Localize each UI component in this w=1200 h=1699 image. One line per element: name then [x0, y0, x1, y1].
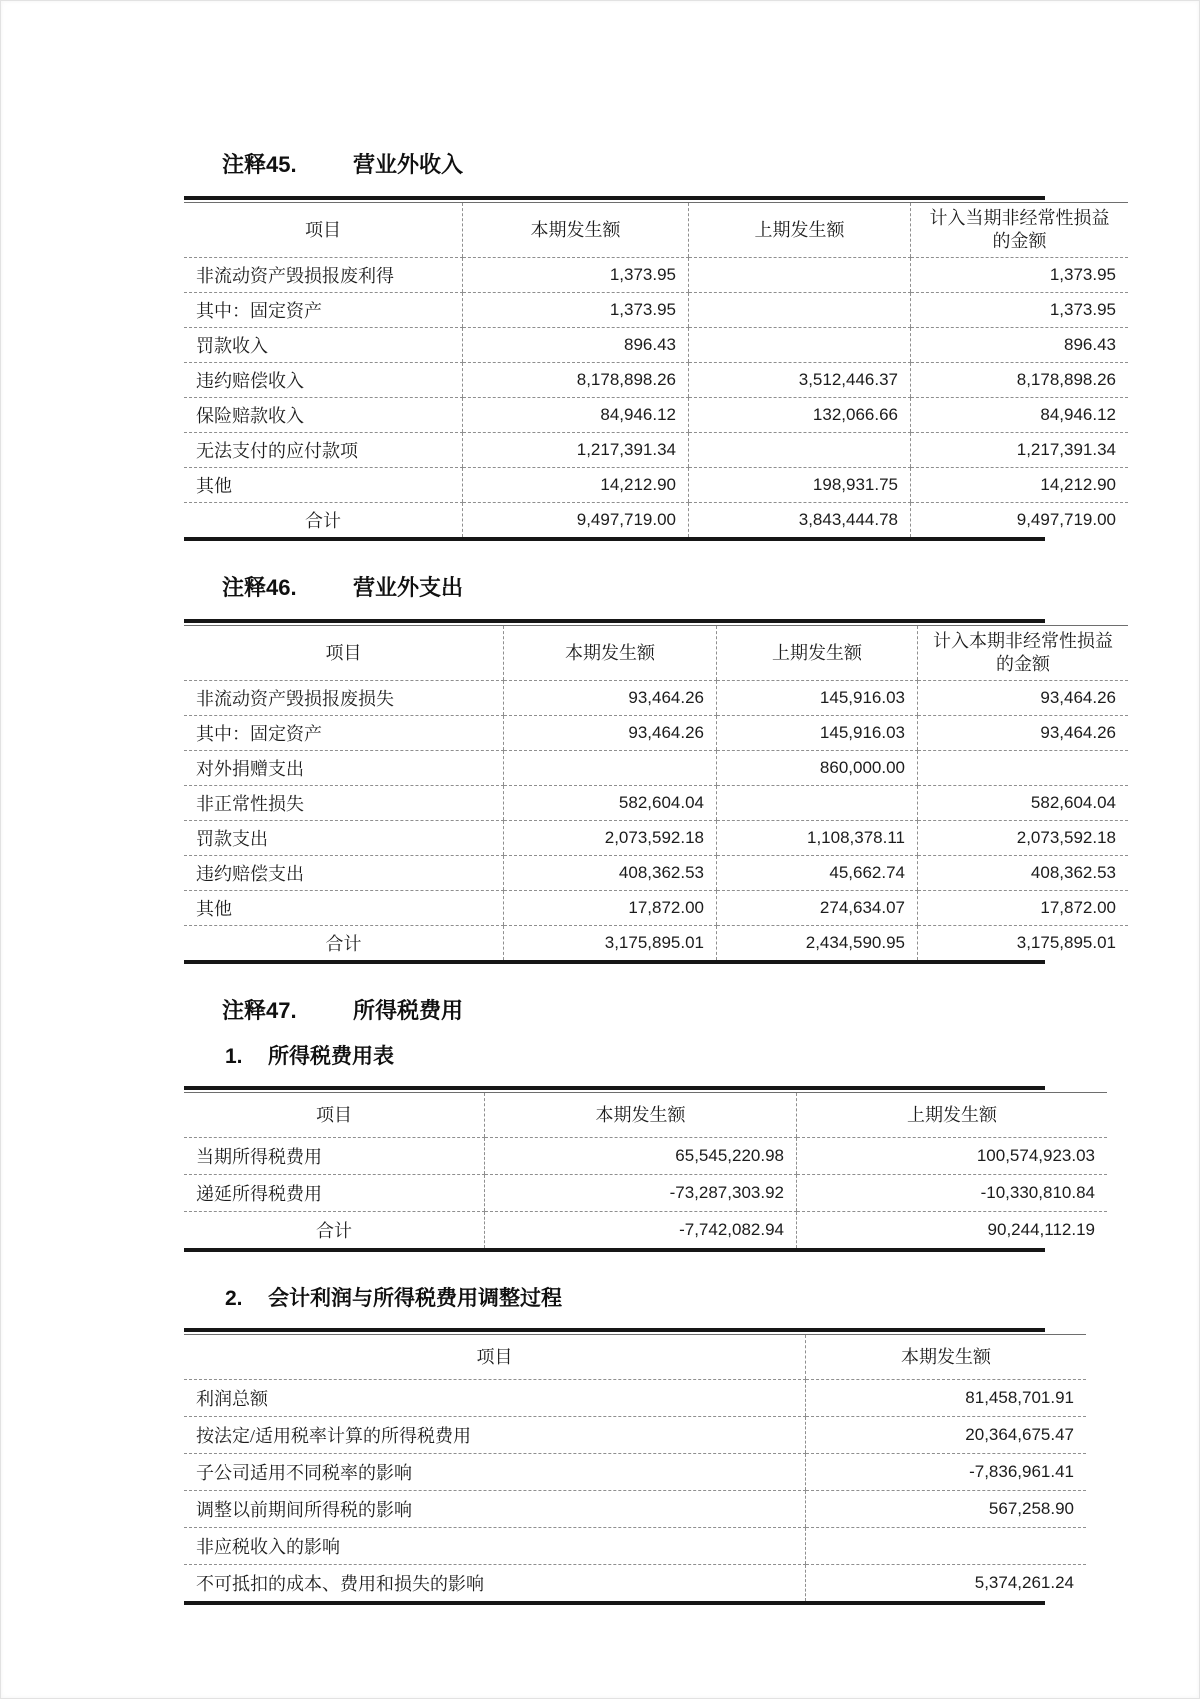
header-row [184, 626, 1128, 681]
cell-value: 2,073,592.18 [504, 821, 717, 856]
row-label: 合计 [305, 511, 341, 531]
table-row [184, 821, 1128, 856]
row-label: 其中：固定资产 [184, 716, 504, 751]
note47-section [184, 996, 1095, 1605]
cell-value: 1,108,378.11 [717, 821, 918, 856]
total-row [184, 926, 1128, 961]
row-label: 合计 [316, 1221, 352, 1241]
column-header: 项目 [184, 1093, 485, 1138]
row-label: 不可抵扣的成本、费用和损失的影响 [196, 1574, 484, 1594]
cell-value: 1,217,391.34 [463, 433, 689, 468]
cell-value: 84,946.12 [463, 398, 689, 433]
cell-value [689, 293, 911, 328]
cell-value [504, 751, 717, 786]
table-row [184, 328, 1128, 363]
cell-value: 2,073,592.18 [918, 821, 1129, 856]
note47-heading-label: 注释47. [222, 998, 297, 1023]
row-label: 非流动资产毁损报废利得 [184, 258, 463, 293]
cell-value: 65,545,220.98 [485, 1138, 797, 1175]
cell-value: 9,497,719.00 [911, 503, 1129, 538]
row-label: 罚款收入 [184, 328, 463, 363]
cell-value: 93,464.26 [918, 681, 1129, 716]
cell-value [918, 751, 1129, 786]
tax-expense-subheading [225, 1042, 1045, 1072]
tax-expense-subheading-number: 1. [225, 1045, 243, 1068]
cell-value: 17,872.00 [918, 891, 1129, 926]
row-label: 子公司适用不同税率的影响 [184, 1454, 806, 1491]
row-label: 非正常性损失 [184, 786, 504, 821]
note45-heading-label: 注释45. [222, 152, 297, 177]
table-row [184, 751, 1128, 786]
cell-value [689, 433, 911, 468]
cell-value: 3,843,444.78 [689, 503, 911, 538]
row-label: 非流动资产毁损报废损失 [184, 681, 504, 716]
header-row [184, 1335, 1086, 1380]
cell-value: 408,362.53 [918, 856, 1129, 891]
row-label: 其中：固定资产 [184, 293, 463, 328]
cell-value: 8,178,898.26 [463, 363, 689, 398]
column-header: 计入本期非经常性损益的金额 [918, 626, 1129, 681]
column-header: 本期发生额 [485, 1093, 797, 1138]
cell-value: 93,464.26 [504, 681, 717, 716]
cell-value: 1,217,391.34 [911, 433, 1129, 468]
cell-value [717, 786, 918, 821]
cell-value [689, 328, 911, 363]
cell-value: 3,512,446.37 [689, 363, 911, 398]
column-header: 上期发生额 [689, 203, 911, 258]
cell-value: 582,604.04 [918, 786, 1129, 821]
cell-value: 132,066.66 [689, 398, 911, 433]
cell-value: 2,434,590.95 [717, 926, 918, 961]
cell-value: 1,373.95 [911, 258, 1129, 293]
note45-heading [222, 150, 1045, 180]
row-label: 违约赔偿收入 [184, 363, 463, 398]
cell-value: 9,497,719.00 [463, 503, 689, 538]
table-row [184, 1417, 1086, 1454]
total-row [184, 1212, 1107, 1249]
note46-heading [222, 573, 1045, 603]
cell-value: 1,373.95 [463, 258, 689, 293]
row-label: 保险赔款收入 [184, 398, 463, 433]
cell-value: 14,212.90 [463, 468, 689, 503]
total-row [184, 503, 1128, 538]
tax-adjustment-table [184, 1334, 1086, 1601]
column-header: 项目 [184, 203, 463, 258]
cell-value: 896.43 [911, 328, 1129, 363]
tax-adjustment-subheading-number: 2. [225, 1287, 243, 1310]
row-label: 其他 [184, 468, 463, 503]
row-label: 按法定/适用税率计算的所得税费用 [184, 1417, 806, 1454]
tax-expense-table [184, 1092, 1107, 1248]
header-row [184, 1093, 1107, 1138]
note45-table-frame [184, 196, 1116, 541]
cell-value: 896.43 [463, 328, 689, 363]
cell-value: -7,836,961.41 [806, 1454, 1087, 1491]
table-row [184, 1175, 1107, 1212]
column-header: 本期发生额 [806, 1335, 1087, 1380]
cell-value: 93,464.26 [918, 716, 1129, 751]
cell-value: 14,212.90 [911, 468, 1129, 503]
cell-value: 90,244,112.19 [797, 1212, 1108, 1249]
column-header: 计入当期非经常性损益的金额 [911, 203, 1129, 258]
table-row [184, 398, 1128, 433]
cell-value: 408,362.53 [504, 856, 717, 891]
table-row [184, 433, 1128, 468]
table-row [184, 1528, 1086, 1565]
table-row [184, 363, 1128, 398]
cell-value: 84,946.12 [911, 398, 1129, 433]
cell-value: 582,604.04 [504, 786, 717, 821]
column-header: 本期发生额 [463, 203, 689, 258]
table-row [184, 1565, 1086, 1602]
table-row [184, 468, 1128, 503]
cell-value [689, 258, 911, 293]
cell-value: 3,175,895.01 [504, 926, 717, 961]
cell-value: 145,916.03 [717, 681, 918, 716]
row-label: 其他 [184, 891, 504, 926]
table-row [184, 856, 1128, 891]
table-row [184, 1454, 1086, 1491]
cell-value: 1,373.95 [463, 293, 689, 328]
note47-heading-text: 所得税费用 [353, 998, 464, 1023]
cell-value: 567,258.90 [806, 1491, 1087, 1528]
tax-adjustment-table-frame [184, 1328, 1074, 1605]
cell-value [806, 1528, 1087, 1565]
column-header: 项目 [184, 626, 504, 681]
tax-expense-table-frame [184, 1086, 1095, 1252]
tax-expense-subheading-text: 所得税费用表 [268, 1045, 394, 1068]
row-label: 利润总额 [184, 1380, 806, 1417]
cell-value: 8,178,898.26 [911, 363, 1129, 398]
cell-value: 1,373.95 [911, 293, 1129, 328]
cell-value: 3,175,895.01 [918, 926, 1129, 961]
note45-heading-text: 营业外收入 [353, 152, 464, 177]
note46-heading-label: 注释46. [222, 575, 297, 600]
cell-value: 100,574,923.03 [797, 1138, 1108, 1175]
row-label: 无法支付的应付款项 [184, 433, 463, 468]
row-label: 递延所得税费用 [184, 1175, 485, 1212]
column-header: 上期发生额 [717, 626, 918, 681]
row-label: 罚款支出 [184, 821, 504, 856]
table-row [184, 1138, 1107, 1175]
cell-value: -7,742,082.94 [485, 1212, 797, 1249]
column-header: 上期发生额 [797, 1093, 1108, 1138]
tax-adjustment-subheading-text: 会计利润与所得税费用调整过程 [268, 1287, 562, 1310]
column-header: 本期发生额 [504, 626, 717, 681]
cell-value: 20,364,675.47 [806, 1417, 1087, 1454]
table-row [184, 786, 1128, 821]
column-header: 项目 [184, 1335, 806, 1380]
cell-value: 860,000.00 [717, 751, 918, 786]
cell-value: -10,330,810.84 [797, 1175, 1108, 1212]
table-row [184, 716, 1128, 751]
table-row [184, 1491, 1086, 1528]
note46-table-frame [184, 619, 1116, 964]
note46-table [184, 625, 1128, 960]
table-row [184, 293, 1128, 328]
cell-value: 45,662.74 [717, 856, 918, 891]
table-row [184, 258, 1128, 293]
table-row [184, 1380, 1086, 1417]
note45-section [184, 150, 1116, 541]
note46-heading-text: 营业外支出 [353, 575, 464, 600]
row-label: 非应税收入的影响 [184, 1528, 806, 1565]
note47-heading [222, 996, 1045, 1026]
header-row [184, 203, 1128, 258]
row-label: 调整以前期间所得税的影响 [184, 1491, 806, 1528]
cell-value: 198,931.75 [689, 468, 911, 503]
cell-value: 81,458,701.91 [806, 1380, 1087, 1417]
row-label: 合计 [325, 934, 362, 954]
row-label: 对外捐赠支出 [184, 751, 504, 786]
tax-adjustment-subheading [225, 1284, 1045, 1314]
cell-value: 93,464.26 [504, 716, 717, 751]
note45-table [184, 202, 1128, 537]
cell-value: 5,374,261.24 [806, 1565, 1087, 1602]
row-label: 当期所得税费用 [184, 1138, 485, 1175]
cell-value: 17,872.00 [504, 891, 717, 926]
cell-value: 274,634.07 [717, 891, 918, 926]
table-row [184, 891, 1128, 926]
cell-value: 145,916.03 [717, 716, 918, 751]
cell-value: -73,287,303.92 [485, 1175, 797, 1212]
note46-section [184, 573, 1116, 964]
table-row [184, 681, 1128, 716]
row-label: 违约赔偿支出 [184, 856, 504, 891]
